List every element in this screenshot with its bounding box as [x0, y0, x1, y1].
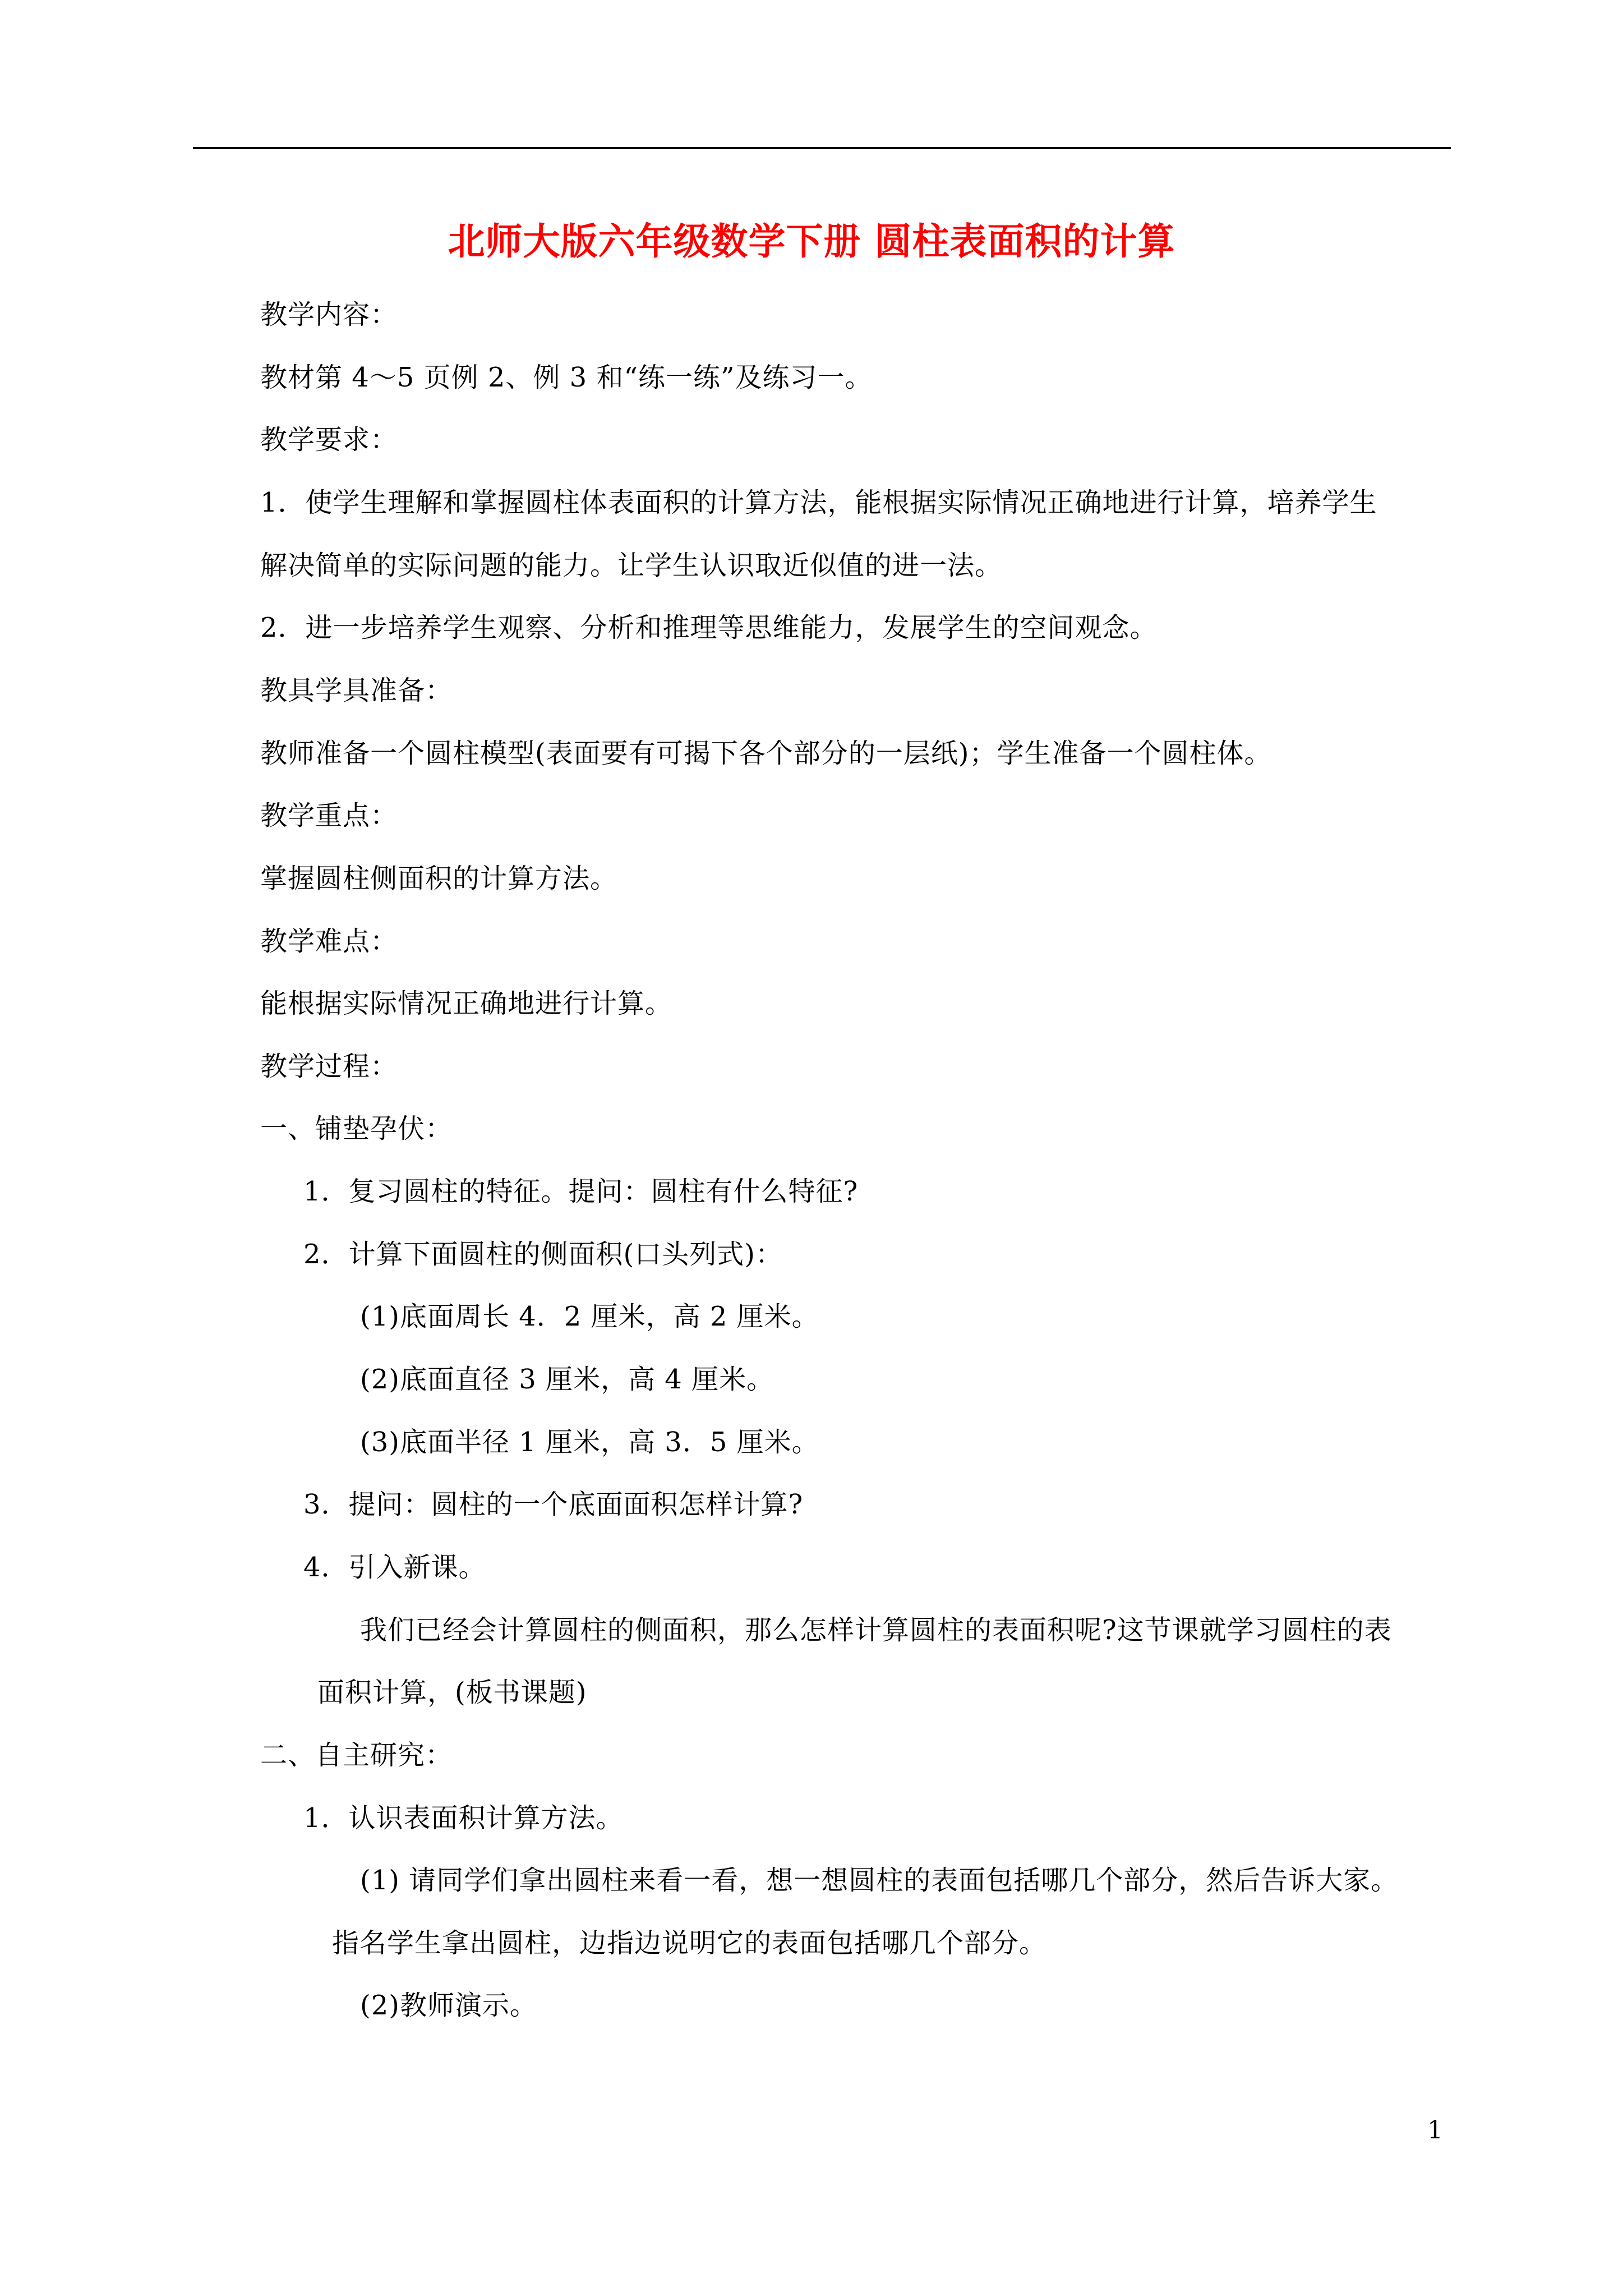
text-line: 4．引入新课。 — [303, 1552, 486, 1583]
text-line: 教具学具准备： — [260, 675, 453, 706]
document-title: 北师大版六年级数学下册 圆柱表面积的计算 — [448, 220, 1175, 263]
header-rule — [193, 147, 1451, 149]
text-line: (3)底面半径 1 厘米，高 3．5 厘米。 — [360, 1427, 819, 1458]
text-line: (1) 请同学们拿出圆柱来看一看，想一想圆柱的表面包括哪几个部分，然后告诉大家。 — [360, 1865, 1399, 1896]
text-line: 教学难点： — [260, 926, 398, 957]
text-line: 掌握圆柱侧面积的计算方法。 — [260, 863, 618, 894]
text-line: 2．进一步培养学生观察、分析和推理等思维能力，发展学生的空间观念。 — [260, 612, 1158, 643]
text-line: 教学内容： — [260, 299, 398, 330]
text-line: 教学重点： — [260, 800, 398, 831]
text-line: (2)教师演示。 — [360, 1990, 537, 2021]
text-line: 指名学生拿出圆柱，边指边说明它的表面包括哪几个部分。 — [332, 1927, 1047, 1959]
text-line: 一、铺垫孕伏： — [260, 1113, 453, 1144]
text-line: 1．使学生理解和掌握圆柱体表面积的计算方法，能根据实际情况正确地进行计算，培养学生 — [260, 487, 1377, 518]
text-line: 教材第 4～5 页例 2、例 3 和“练一练”及练习一。 — [260, 362, 873, 393]
text-line: 教师准备一个圆柱模型(表面要有可揭下各个部分的一层纸)；学生准备一个圆柱体。 — [260, 738, 1272, 769]
text-line: 能根据实际情况正确地进行计算。 — [260, 988, 673, 1019]
text-line: (1)底面周长 4．2 厘米，高 2 厘米。 — [360, 1301, 819, 1332]
text-line: 二、自主研究： — [260, 1740, 453, 1771]
text-line: 面积计算，(板书课题) — [317, 1677, 587, 1708]
text-line: 解决简单的实际问题的能力。让学生认识取近似值的进一法。 — [260, 550, 1003, 581]
text-line: 3．提问：圆柱的一个底面面积怎样计算? — [303, 1489, 804, 1520]
text-line: 教学过程： — [260, 1051, 398, 1082]
text-line: 我们已经会计算圆柱的侧面积，那么怎样计算圆柱的表面积呢?这节课就学习圆柱的表 — [360, 1614, 1392, 1646]
text-line: 教学要求： — [260, 424, 398, 455]
text-line: 2．计算下面圆柱的侧面积(口头列式)： — [303, 1239, 783, 1270]
page-number: 1 — [1427, 2116, 1443, 2145]
text-line: 1．认识表面积计算方法。 — [303, 1802, 624, 1834]
text-line: 1．复习圆柱的特征。提问：圆柱有什么特征? — [303, 1176, 859, 1207]
text-line: (2)底面直径 3 厘米，高 4 厘米。 — [360, 1364, 774, 1395]
